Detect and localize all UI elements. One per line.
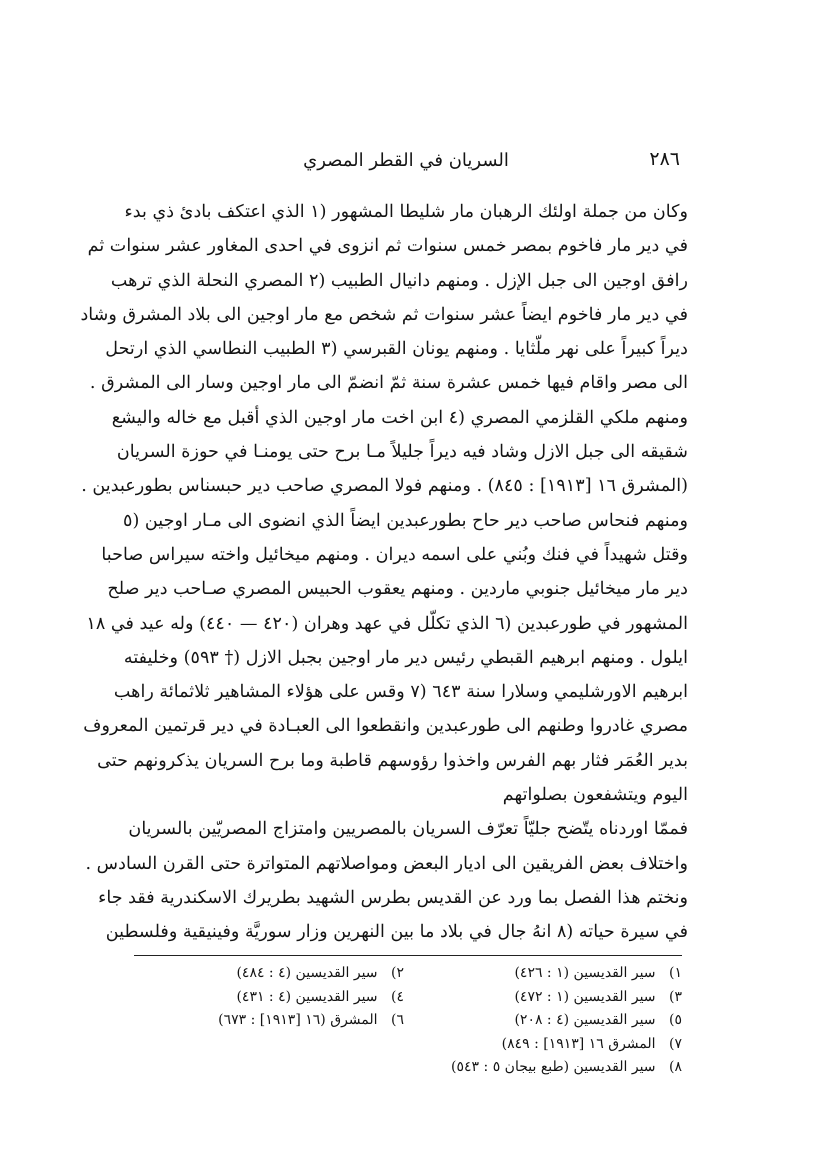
- footnote-text: المشرق (١٦ [١٩١٣] : ٦٧٣): [218, 1012, 378, 1029]
- page-header: [132, 148, 680, 182]
- footnote-text: المشرق ١٦ [١٩١٣] : ٨٤٩): [501, 1035, 656, 1052]
- text-line: ونختم هذا الفصل بما ورد عن القديس بطرس الشهيد بطريرك الاسكندرية فقد جاء: [98, 887, 688, 908]
- footnote-number: ٢): [391, 965, 404, 981]
- footnote-row: [134, 1033, 682, 1057]
- footnote: [412, 962, 682, 986]
- footnote: [412, 1033, 682, 1057]
- footnote-number: ٧): [669, 1035, 682, 1052]
- footnote-text: سير القديسين (٤ : ٤٨٤): [236, 965, 378, 981]
- footnote-number: ٦): [391, 1012, 404, 1029]
- footnote-row: [134, 1009, 682, 1033]
- text-line: ايلول . ومنهم ابرهيم القبطي رئيس دير مار اوجين بجبل الازل († ٥٩٣) وخليفته: [123, 647, 688, 668]
- text-line: ابرهيم الاورشليمي وسلارا سنة ٦٤٣ (٧ وقس على هؤلاء المشاهير ثلاثمائة راهب: [113, 682, 688, 703]
- text-line: رافق اوجين الى جبل الإزل . ومنهم دانيال الطبيب (٢ المصري النحلة الذي ترهب: [110, 270, 688, 291]
- text-line: بدير العُمَر فثار بهم الفرس واخذوا رؤوسهم قاطبة وما برح السريان يذكرونهم حتى: [97, 750, 688, 771]
- footnote-text: سير القديسين (١ : ٤٧٢): [514, 988, 656, 1005]
- text-line: ديراً كبيراً على نهر ملّثايا . ومنهم يونان القبرسي (٣ الطبيب النطاسي الذي ارتحل: [105, 339, 688, 360]
- footnote: [134, 1009, 404, 1033]
- footnote-row: [134, 962, 682, 986]
- footnote-number: ٣): [669, 988, 682, 1005]
- footnote-number: ١): [669, 965, 682, 981]
- text-line: دير مار ميخائيل جنوبي ماردين . ومنهم يعقوب الحبيس المصري صـاحب دير صلح: [107, 579, 688, 600]
- text-line: في سيرة حياته (٨ انهُ جال في بلاد ما بين النهرين وزار سوريَّة وفينيقية وفلسطين: [105, 922, 688, 943]
- text-line: وقتل شهيداً في فنك وبُني على اسمه ديران . ومنهم ميخائيل واخته سيراس صاحبا: [101, 544, 688, 565]
- footnote: [412, 1056, 682, 1080]
- footnote-text: سير القديسين (١ : ٤٢٦): [514, 965, 656, 981]
- text-line: اليوم ويتشفعون بصلواتهم: [502, 785, 688, 806]
- page-number: ٢٨٦: [649, 148, 680, 170]
- footnote-number: ٨): [669, 1059, 682, 1076]
- footnote-text: سير القديسين (٤ : ٤٣١): [236, 988, 378, 1005]
- footnote-row: [134, 986, 682, 1010]
- text-line: ومنهم فنحاس صاحب دير حاح بطورعبدين ايضاً الذي انضوى الى مـار اوجين (٥: [123, 510, 688, 531]
- text-line: المشهور في طورعبدين (٦ الذي تكلّل في عهد وهران (٤٢٠ — ٤٤٠) وله عيد في ١٨: [86, 613, 688, 634]
- footnote: [134, 962, 404, 986]
- footnote-number: ٥): [669, 1012, 682, 1029]
- footnote-row: [134, 1056, 682, 1080]
- text-line: فممّا اوردناه يتّضح جليّاً تعرّف السريان بالمصريين وامتزاج المصريّين بالسريان: [128, 819, 688, 840]
- text-line: في دير مار فاخوم بمصر خمس سنوات ثم انزوى في احدى المغاور عشر سنوات ثم: [87, 236, 688, 257]
- text-line: ومنهم ملكي القلزمي المصري (٤ ابن اخت مار اوجين الذي أقبل مع خاله واليشع: [111, 407, 688, 428]
- body-text: [80, 195, 688, 950]
- footnotes: [134, 962, 682, 1080]
- footnote-text: سير القديسين (٤ : ٢٠٨): [514, 1012, 656, 1029]
- text-line: الى مصر واقام فيها خمس عشرة سنة ثمّ انضمّ الى مار اوجين وسار الى المشرق .: [89, 373, 688, 394]
- text-line: (المشرق ١٦ [١٩١٣] : ٨٤٥) . ومنهم فولا المصري صاحب دير حبسناس بطورعبدين .: [81, 476, 688, 497]
- text-line: في دير مار فاخوم ايضاً عشر سنوات ثم شخص مع مار اوجين الى بلاد المشرق وشاد: [80, 304, 688, 325]
- footnote-number: ٤): [391, 988, 404, 1005]
- footnote-text: سير القديسين (طبع بيجان ٥ : ٥٤٣): [451, 1059, 656, 1076]
- footnote: [134, 986, 404, 1010]
- footnote: [412, 1009, 682, 1033]
- text-line: وكان من جملة اولئك الرهبان مار شليطا المشهور (١ الذي اعتكف بادئ ذي بدء: [124, 202, 688, 222]
- footnote-divider: [134, 955, 682, 956]
- text-line: مصري غادروا وطنهم الى طورعبدين وانقطعوا الى العبـادة في دير قرتمين المعروف: [83, 716, 688, 737]
- text-line: شقيقه الى جبل الازل وشاد فيه ديراً جليلاً مـا برح حتى يومنـا في حوزة السريان: [116, 442, 688, 463]
- running-title: السريان في القطر المصري: [303, 150, 509, 171]
- text-line: واختلاف بعض الفريقين الى اديار البعض ومواصلاتهم المتواترة حتى القرن السادس .: [85, 853, 688, 874]
- footnote: [412, 986, 682, 1010]
